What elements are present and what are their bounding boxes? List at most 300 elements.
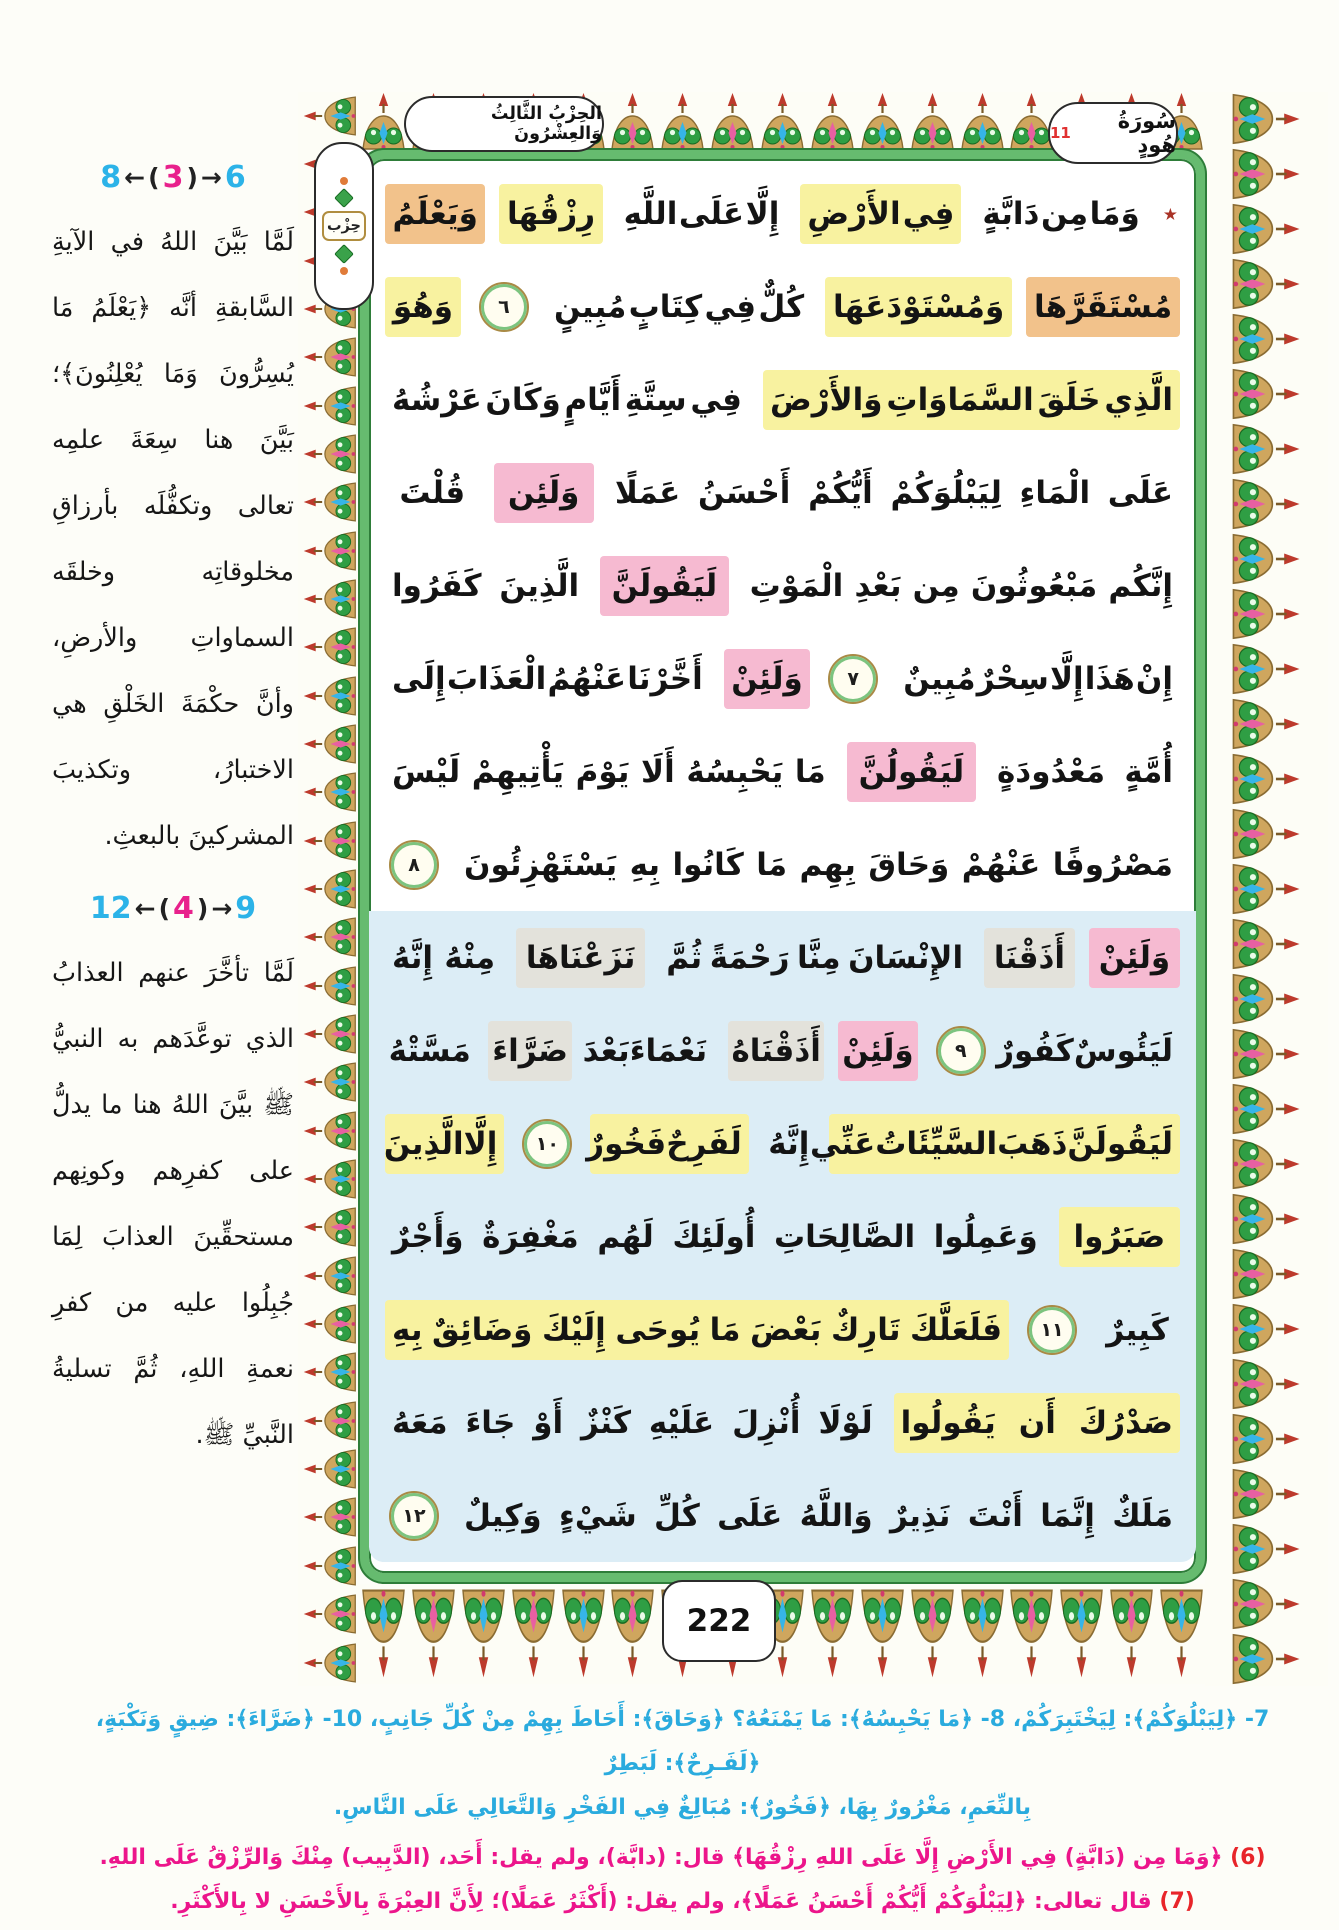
border-motif-icon (659, 92, 706, 150)
range-to: 12 (89, 891, 132, 926)
quran-line (385, 1097, 1180, 1190)
quran-word: صَدْرُكَ (1078, 1404, 1173, 1441)
quran-word: أَيَّامٍ (564, 381, 622, 418)
paren-close: ) (186, 163, 198, 192)
quran-word: بَعْدِ (854, 567, 902, 604)
quran-word: لَيْسَ (392, 753, 461, 790)
quran-line (385, 353, 1180, 446)
border-motif-icon (299, 672, 359, 719)
quran-word: فَلَعَلَّكَ (910, 1311, 1003, 1348)
hizb-title-label: الحِزْبُ الثَّالِثُ وَالعِشْرُونَ (490, 104, 602, 144)
verse-number-marker: ١١ (1027, 1305, 1077, 1355)
border-motif-icon (299, 382, 359, 429)
quran-line (385, 260, 1180, 353)
quran-phrase (896, 649, 1180, 709)
quran-word: يُوحَى (615, 1311, 701, 1348)
border-ornament-bottom (360, 1584, 1205, 1684)
quran-word: إِنَّهُ (768, 1125, 810, 1162)
quran-phrase (385, 1393, 880, 1453)
border-motif-icon (1207, 1192, 1327, 1246)
quran-word: لَوْلَا (818, 1404, 873, 1441)
footnote-number: (7) (1159, 1889, 1195, 1914)
quran-word: أَذَقْنَاهُ (731, 1032, 821, 1069)
border-motif-icon (299, 1107, 359, 1154)
quran-phrase (385, 370, 749, 430)
border-motif-icon (1207, 202, 1327, 256)
border-motif-icon (299, 817, 359, 864)
verse-number-marker: ١٢ (389, 1491, 439, 1541)
quran-phrase (547, 277, 811, 337)
verse-number-marker: ٧ (828, 654, 878, 704)
quran-word: مُسْتَقَرَّهَا (1034, 288, 1173, 325)
left-arrow-icon: ← (124, 163, 146, 192)
quran-phrase (385, 277, 461, 337)
border-motif-icon (1207, 257, 1327, 311)
quran-word: وَلَئِنْ (842, 1032, 914, 1069)
border-motif-icon (299, 1011, 359, 1058)
quran-word: أَخَّرْنَا (627, 660, 703, 697)
quran-word: وَعَمِلُوا (933, 1218, 1038, 1255)
quran-word: مِن (1040, 195, 1089, 232)
border-motif-icon (1207, 807, 1327, 861)
surah-number: 11 (1050, 124, 1071, 142)
border-motif-icon (809, 92, 856, 150)
quran-line (385, 539, 1180, 632)
border-motif-icon (1008, 1584, 1055, 1684)
hizb-marker (314, 142, 374, 310)
quran-word: نَزَعْنَاهَا (525, 939, 636, 976)
quran-phrase (847, 742, 976, 802)
quran-word: سِحْرٌ (976, 660, 1049, 697)
quran-word: عَلَى (1107, 474, 1173, 511)
quran-word: مَا (794, 753, 826, 790)
footnote-vocab-line-2: بِالنِّعَمِ، مَغْرُورٌ بِهَا، ﴿فَخُورٌ﴾: مُبَالِغٌ فِي الفَخْرِ وَالتَّعَالِي عَلَى النَّاسِ. (333, 1795, 1032, 1820)
quran-word: أُمَّةٍ (1124, 753, 1173, 790)
border-motif-icon (1207, 477, 1327, 531)
border-motif-icon (299, 527, 359, 574)
quran-phrase (728, 1021, 824, 1081)
quran-phrase (975, 184, 1146, 244)
border-motif-icon (1207, 532, 1327, 586)
quran-word: إِلَيْكَ (541, 1311, 606, 1348)
quran-phrase (990, 742, 1180, 802)
quran-word: ثُمَّ (666, 939, 703, 976)
border-motif-icon (1207, 862, 1327, 916)
commentary-paragraph-2: لَمَّا تأخَّرَ عنهم العذابُ الذي توعَّدَهم به النبيُّ ﷺ بيَّنَ اللهُ هنا ما يدلُّ على كفرِهم وكونِهم مستحقِّينَ العذابَ لِمَا جُبِلُوا عليه من كفرِ نعمةِ اللهِ، ثُمَّ تسليةُ النَّبيِّ ﷺ. (52, 958, 294, 1450)
border-motif-icon (1207, 1247, 1327, 1301)
border-motif-icon (299, 624, 359, 671)
border-motif-icon (909, 92, 956, 150)
quran-word: وَيَعْلَمُ (392, 195, 478, 232)
quran-word: الَّذِينَ (383, 1125, 464, 1162)
quran-line (385, 167, 1180, 260)
border-motif-icon (299, 1252, 359, 1299)
quran-word: مَا (756, 846, 788, 883)
quran-line (385, 1190, 1180, 1283)
quran-word: دَابَّةٍ (982, 195, 1040, 232)
border-motif-icon (360, 1584, 407, 1684)
border-motif-icon (299, 1494, 359, 1541)
quran-word: كَفَرُوا (391, 567, 482, 604)
quran-word: مَلَكٌ (1112, 1497, 1173, 1534)
border-motif-icon (1207, 92, 1327, 146)
paren-open: ( (148, 163, 160, 192)
quran-word: وَلَئِنْ (1098, 939, 1171, 976)
border-motif-icon (299, 1446, 359, 1493)
border-motif-icon (299, 430, 359, 477)
quran-word: تَارِكٌ (830, 1311, 901, 1348)
quran-phrase (810, 1114, 1180, 1174)
quran-word: الَّذِي (1104, 381, 1173, 418)
quran-word: سِتَّةِ (624, 381, 687, 418)
quran-phrase (488, 1021, 571, 1081)
quran-phrase (457, 1486, 1180, 1546)
range-from: 6 (224, 160, 246, 195)
quran-phrase (724, 649, 810, 709)
quran-word: كَانُوا (672, 846, 744, 883)
left-arrow-icon: ← (134, 894, 156, 923)
border-motif-icon (510, 1584, 557, 1684)
quran-word: لَيَئُوسٌ (1073, 1032, 1173, 1069)
quran-word: نَعْمَاءَ (629, 1032, 708, 1069)
quran-phrase (385, 1207, 1045, 1267)
hizb-title-capsule (404, 96, 604, 152)
quran-word: ضَرَّاءَ (492, 1032, 569, 1069)
quran-word: كِتَابٍ (628, 288, 703, 325)
quran-word: إِنَّمَا (1040, 1497, 1095, 1534)
hizb-marker-label: حِزْب (322, 211, 366, 241)
border-motif-icon (299, 1397, 359, 1444)
quran-word: أَيُّكُمْ (808, 474, 873, 511)
quran-word: فِي (902, 195, 955, 232)
verse-number-marker: ٩ (936, 1026, 986, 1076)
quran-word: السَّمَاوَاتِ (886, 381, 1034, 418)
border-motif-icon (299, 575, 359, 622)
quran-word: عَنِّي (810, 1125, 876, 1162)
border-motif-icon (1207, 1027, 1327, 1081)
quran-word: شَيْءٍ (558, 1497, 637, 1534)
border-motif-icon (1207, 587, 1327, 641)
border-motif-icon (360, 92, 407, 150)
quran-word: عَرْشُهُ (392, 381, 482, 418)
border-motif-icon (299, 914, 359, 961)
border-motif-icon (1058, 1584, 1105, 1684)
page-number: 222 (686, 1603, 752, 1639)
section-number: 3 (162, 160, 184, 195)
quran-word: مَا (709, 1311, 741, 1348)
footnotes (66, 1698, 1299, 1924)
border-motif-icon (299, 479, 359, 526)
border-motif-icon (1207, 917, 1327, 971)
quran-phrase (516, 928, 645, 988)
quran-phrase (385, 1114, 504, 1174)
quran-line (385, 632, 1180, 725)
quran-word: أُنْزِلَ (732, 1404, 801, 1441)
quran-word: الإِنْسَانَ (848, 939, 964, 976)
verse-number-marker: ٨ (389, 840, 439, 890)
quran-phrase (763, 370, 1180, 430)
ornament-dot-icon (340, 177, 348, 185)
quran-word: مُبِينٌ (903, 660, 976, 697)
quran-word: عَلَى (678, 195, 745, 232)
paren-open: ( (158, 894, 170, 923)
quran-word: إِلَى (392, 660, 446, 697)
quran-word: مَبْعُوثُونَ (970, 567, 1098, 604)
quran-word: إِنَّهُ (391, 939, 434, 976)
quran-word: بَعْضَ (750, 1311, 822, 1348)
quran-phrase (494, 463, 594, 523)
border-motif-icon (1207, 1522, 1327, 1576)
quran-phrase (1095, 1300, 1180, 1360)
quran-word: إِلَّا (1049, 660, 1084, 697)
border-motif-icon (1207, 367, 1327, 421)
footnote-number: (6) (1230, 1845, 1266, 1870)
quran-word: رَحْمَةً (709, 939, 790, 976)
quran-word: عَلَيْهِ (648, 1404, 715, 1441)
page-number-capsule (662, 1580, 776, 1662)
quran-phrase (385, 742, 833, 802)
quran-word: وَاللَّهُ (799, 1497, 873, 1534)
quran-line (385, 725, 1180, 818)
quran-phrase (800, 184, 961, 244)
quran-word: هَذَا (1084, 660, 1135, 697)
quran-word: لَهُم (597, 1218, 654, 1255)
quran-phrase (385, 463, 480, 523)
border-motif-icon (1207, 1082, 1327, 1136)
quran-phrase (457, 835, 1180, 895)
quran-word: كَفُورٌ (996, 1032, 1074, 1069)
quran-word: مِنَّا (797, 939, 841, 976)
quran-word: ٭ (1162, 197, 1178, 230)
quran-word: أَلَا (641, 753, 675, 790)
quran-phrase (894, 1393, 1180, 1453)
surah-title-capsule (1048, 102, 1178, 164)
quran-word: الْمَوْتِ (749, 567, 844, 604)
border-motif-icon (299, 1156, 359, 1203)
quran-phrase (743, 556, 1180, 616)
quran-word: وَلَئِنْ (731, 660, 803, 697)
quran-phrase (600, 556, 729, 616)
verse-range-nav-2 (52, 891, 294, 926)
border-motif-icon (299, 720, 359, 767)
rub-el-hizb-icon (1161, 184, 1180, 244)
right-arrow-icon: → (211, 894, 233, 923)
quran-word: أَنْتَ (967, 1497, 1023, 1534)
quran-word: وَمَا (1089, 195, 1140, 232)
quran-phrase (385, 649, 710, 709)
quran-word: اللَّهِ (623, 195, 678, 232)
quran-word: وَهُوَ (392, 288, 454, 325)
quran-word: بِهِم (799, 846, 856, 883)
quran-word: الَّذِينَ (499, 567, 580, 604)
verse-number-marker: ٦ (479, 282, 529, 332)
border-motif-icon (1207, 312, 1327, 366)
footnote-text: قال تعالى: ﴿لِيَبْلُوَكُمْ أَيُّكُمْ أَحْسَنُ عَمَلًا﴾، ولم يقل: (أَكْثَرُ عَمَلًا)؛ لِأَنَّ العِبْرَةَ بِالأَحْسَنِ لا بِالأَكْثَرِ. (170, 1889, 1152, 1914)
footnote-tadabbur-1 (66, 1836, 1299, 1880)
quran-word: فَخُورٌ (586, 1125, 667, 1162)
quran-word: لَفَرِحٌ (666, 1125, 742, 1162)
quran-word: لِيَبْلُوَكُمْ (890, 474, 1002, 511)
border-ornament-right (1205, 92, 1328, 1686)
quran-phrase (586, 1114, 748, 1174)
border-motif-icon (299, 1301, 359, 1348)
quran-word: أَحْسَنُ (698, 474, 791, 511)
quran-word: يَقُولُوا (900, 1404, 996, 1441)
quran-phrase (825, 277, 1012, 337)
quran-line (385, 911, 1180, 1004)
border-motif-icon (460, 1584, 507, 1684)
quran-word: عَمَلًا (614, 474, 681, 511)
quran-word: يَأْتِيهِمْ (471, 753, 565, 790)
quran-word: السَّيِّئَاتُ (875, 1125, 998, 1162)
quran-word: مَسَّتْهُ (388, 1032, 471, 1069)
commentary-paragraph-1: لَمَّا بَيَّنَ اللهُ في الآيةِ السَّابقةِ أنَّه ﴿يَعْلَمُ مَا يُسِرُّونَ وَمَا يُعْلِنُونَ﴾؛ بَيَّنَ هنا سِعَةَ علمِه تعالى وتكفُّلَه بأرزاقِ مخلوقاتِه وخلقَه السماواتِ والأرضِ، وأنَّ حكْمَةَ الخَلْقِ هي الاختبارُ، وتكذيبَ المشركينَ بالبعثِ. (52, 227, 294, 851)
quran-word: رِزْقُهَا (506, 195, 596, 232)
border-motif-icon (1207, 1577, 1327, 1631)
border-motif-icon (1207, 1412, 1327, 1466)
quran-word: كَبِيرٌ (1106, 1311, 1169, 1348)
quran-line (385, 446, 1180, 539)
border-motif-icon (1207, 972, 1327, 1026)
quran-word: أَن (1018, 1404, 1056, 1441)
quran-word: مَعَهُ (392, 1404, 448, 1441)
quran-word: كُلٌّ (758, 288, 805, 325)
paren-close: ) (196, 894, 209, 923)
verse-range-nav-1 (52, 160, 294, 195)
border-motif-icon (609, 92, 656, 150)
border-ornament-left (298, 92, 360, 1686)
quran-word: إِنْ (1135, 660, 1173, 697)
quran-word: كُلِّ (654, 1497, 700, 1534)
quran-word: وَلَئِن (507, 474, 580, 511)
border-motif-icon (560, 1584, 607, 1684)
border-motif-icon (609, 1584, 656, 1684)
border-motif-icon (410, 1584, 457, 1684)
quran-phrase (608, 463, 1180, 523)
quran-word: وَالأَرْضَ (770, 381, 883, 418)
border-motif-icon (1207, 422, 1327, 476)
quran-phrase (385, 184, 485, 244)
quran-phrase (385, 1300, 1009, 1360)
quran-word: الصَّالِحَاتِ (773, 1218, 916, 1255)
quran-phrase (1089, 928, 1180, 988)
quran-word: يَحْبِسُهُ (686, 753, 784, 790)
quran-word: عَنْهُمُ (547, 660, 627, 697)
quran-word: فِي (690, 381, 742, 418)
border-motif-icon (299, 1349, 359, 1396)
quran-frame (298, 92, 1328, 1686)
quran-word: صَبَرُوا (1073, 1218, 1166, 1255)
border-motif-icon (1158, 1584, 1205, 1684)
quran-word: وَضَائِقٌ (432, 1311, 533, 1348)
quran-word: جَاءَ (465, 1404, 516, 1441)
quran-word: يَوْمَ (575, 753, 630, 790)
quran-line (385, 818, 1180, 911)
border-motif-icon (959, 1584, 1006, 1684)
quran-phrase (385, 556, 586, 616)
border-motif-icon (1207, 752, 1327, 806)
border-motif-icon (1207, 1357, 1327, 1411)
quran-lines-white-section (385, 167, 1180, 911)
right-arrow-icon: → (200, 163, 222, 192)
range-from: 9 (235, 891, 257, 926)
border-motif-icon (1207, 1632, 1327, 1686)
quran-word: فِي (704, 288, 757, 325)
border-motif-icon (299, 92, 359, 139)
quran-word: بَعْدَ (582, 1032, 630, 1069)
quran-line (385, 1283, 1180, 1376)
quran-word: الْعَذَابَ (446, 660, 547, 697)
quran-phrase (385, 1021, 474, 1081)
footnote-vocab-line-1: 7- ﴿لِيَبْلُوَكُمْ﴾: لِيَخْتَبِرَكُمْ، 8- ﴿مَا يَحْبِسُهُ﴾: مَا يَمْنَعُهُ؟ ﴿وَحَاقَ﴾: أَحَاطَ بِهِمْ مِنْ كُلِّ جَانِبٍ، 10- ﴿ضَرَّاءَ﴾: ضِيقٍ وَنَكْبَةٍ، ﴿لَفَـرِحٌ﴾: لَبَطِرٌ (95, 1707, 1270, 1776)
quran-word: الْمَاءِ (1019, 474, 1091, 511)
quran-word: وَمُسْتَوْدَعَهَا (832, 288, 1005, 325)
quran-word: وَكِيلٌ (464, 1497, 542, 1534)
quran-word: وَأَجْرٌ (392, 1218, 464, 1255)
quran-word: بِهِ (392, 1311, 423, 1348)
quran-phrase (996, 1021, 1180, 1081)
border-motif-icon (299, 1591, 359, 1638)
quran-line (385, 1376, 1180, 1469)
ornament-leaf-icon (334, 188, 354, 208)
border-motif-icon (1108, 1584, 1155, 1684)
border-motif-icon (299, 962, 359, 1009)
border-motif-icon (299, 866, 359, 913)
quran-line (385, 1004, 1180, 1097)
border-motif-icon (299, 1204, 359, 1251)
quran-word: مَعْدُودَةٍ (996, 753, 1106, 790)
quran-word: مِنْهُ (444, 939, 496, 976)
quran-word: خَلَقَ (1037, 381, 1101, 418)
quran-word: مُبِينٍ (553, 288, 627, 325)
quran-word: لَيَقُولَنَّ (611, 567, 718, 604)
verse-number-marker: ١٠ (522, 1119, 572, 1169)
border-motif-icon (809, 1584, 856, 1684)
border-motif-icon (299, 1059, 359, 1106)
quran-word: ذَهَبَ (997, 1125, 1068, 1162)
quran-word: إِلَّا (463, 1125, 498, 1162)
quran-word: إِنَّكُم (1108, 567, 1173, 604)
border-motif-icon (859, 92, 906, 150)
quran-word: لَيَقُولَنَّ (1067, 1125, 1173, 1162)
border-motif-icon (299, 1542, 359, 1589)
surah-title-label: سُورَةُ هُودٍ (1117, 109, 1176, 157)
quran-lines-blue-section (369, 911, 1196, 1562)
quran-word: الأَرْضِ (807, 195, 901, 232)
footnote-text: ﴿وَمَا مِن (دَابَّةٍ) فِي الأَرْضِ إِلَّا عَلَى اللهِ رِزْقُهَا﴾ قال: (دابَّة)، ولم يقل: أَحَد، (الدَّبِيب) مِنْكَ وَالرِّزْقُ عَلَى اللهِ. (99, 1845, 1223, 1870)
ornament-leaf-icon (334, 244, 354, 264)
border-motif-icon (1207, 1137, 1327, 1191)
quran-phrase (1059, 1207, 1180, 1267)
quran-word: إِلَّا (745, 195, 780, 232)
footnote-tadabbur-2 (66, 1880, 1299, 1924)
quran-word: أَوْ (533, 1404, 564, 1441)
quran-text-area (360, 150, 1205, 1582)
border-motif-icon (759, 92, 806, 150)
section-number: 4 (173, 891, 194, 926)
quran-phrase (582, 1021, 714, 1081)
quran-word: كَنْزٌ (581, 1404, 631, 1441)
quran-phrase (984, 928, 1075, 988)
quran-phrase (385, 928, 502, 988)
quran-word: مَغْفِرَةٌ (482, 1218, 579, 1255)
quran-word: أُولَئِكَ (672, 1218, 756, 1255)
quran-line (385, 1469, 1180, 1562)
commentary-margin (52, 160, 294, 1490)
border-motif-icon (1207, 697, 1327, 751)
quran-word: وَحَاقَ (868, 846, 950, 883)
border-motif-icon (1207, 642, 1327, 696)
